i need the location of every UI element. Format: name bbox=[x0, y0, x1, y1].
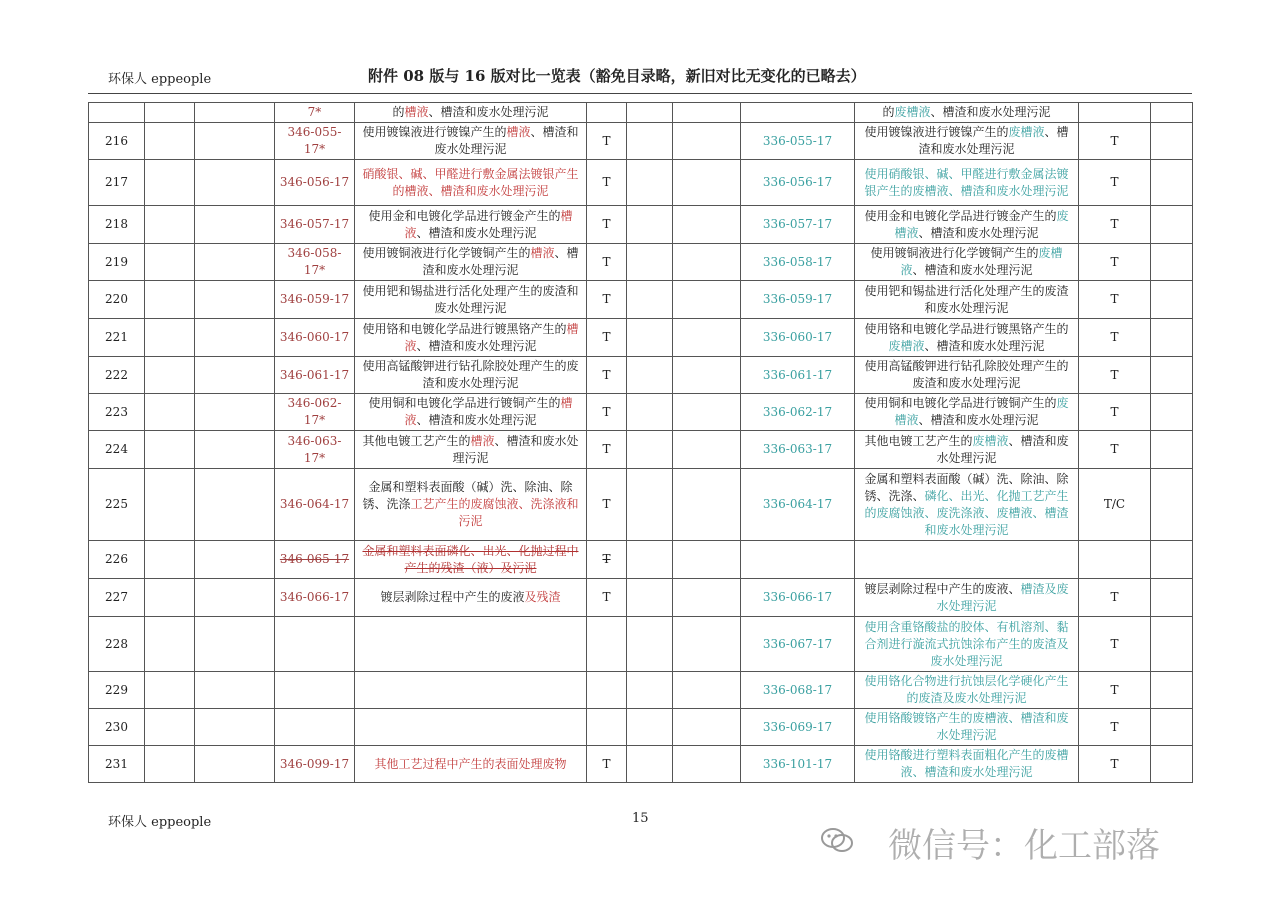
type-2016: T bbox=[1079, 160, 1151, 206]
type-2016: T bbox=[1079, 709, 1151, 746]
type-2008: T bbox=[587, 746, 627, 783]
table-row bbox=[89, 672, 1193, 709]
description-2016-segment: 、槽渣和废水处理污泥 bbox=[924, 338, 1045, 353]
table-row bbox=[89, 319, 1193, 357]
type-2008 bbox=[587, 617, 627, 672]
blank-cell bbox=[673, 746, 741, 783]
row-number: 231 bbox=[89, 746, 145, 783]
description-2016-segment: 废槽液 bbox=[900, 246, 1063, 277]
blank-cell bbox=[1151, 160, 1193, 206]
type-2016: T bbox=[1079, 357, 1151, 394]
description-2008 bbox=[355, 672, 587, 709]
description-2016-segment: 槽渣及废水处理污泥 bbox=[936, 581, 1069, 613]
description-2016 bbox=[855, 319, 1079, 357]
description-2016 bbox=[855, 431, 1079, 469]
code-2008 bbox=[275, 617, 355, 672]
description-2016-segment: 废槽液 bbox=[972, 433, 1009, 448]
description-2016 bbox=[855, 244, 1079, 281]
table-row bbox=[89, 394, 1193, 431]
blank-cell bbox=[627, 319, 673, 357]
blank-cell bbox=[673, 244, 741, 281]
description-2008-segment: 硝酸银、碱、甲醛进行敷金属法镀银产生的槽液、槽渣和废水处理污泥 bbox=[362, 166, 579, 198]
description-2016-segment: 废槽液 bbox=[1008, 125, 1045, 139]
code-2016: 336-056-17 bbox=[741, 160, 855, 206]
code-2008: 346-099-17 bbox=[275, 746, 355, 783]
blank-cell bbox=[145, 672, 195, 709]
description-2008-segment: 槽液 bbox=[530, 246, 555, 260]
blank-cell bbox=[145, 357, 195, 394]
row-number: 222 bbox=[89, 357, 145, 394]
code-2008: 346-057-17 bbox=[275, 206, 355, 244]
blank-cell bbox=[627, 746, 673, 783]
code-2016: 336-066-17 bbox=[741, 579, 855, 617]
description-2008-segment: 的 bbox=[392, 105, 405, 119]
code-2016: 336-067-17 bbox=[741, 617, 855, 672]
blank-cell bbox=[627, 281, 673, 319]
description-2016 bbox=[855, 160, 1079, 206]
code-2008: 346-059-17 bbox=[275, 281, 355, 319]
row-number: 221 bbox=[89, 319, 145, 357]
row-number: 224 bbox=[89, 431, 145, 469]
blank-cell bbox=[627, 672, 673, 709]
blank-cell bbox=[1151, 431, 1193, 469]
code-2016: 336-064-17 bbox=[741, 469, 855, 541]
blank-cell bbox=[673, 123, 741, 160]
blank-cell bbox=[1151, 357, 1193, 394]
description-2016 bbox=[855, 469, 1079, 541]
code-2008 bbox=[275, 672, 355, 709]
blank-cell bbox=[673, 160, 741, 206]
type-2008: T bbox=[587, 281, 627, 319]
type-2016: T bbox=[1079, 617, 1151, 672]
code-2016: 336-057-17 bbox=[741, 206, 855, 244]
code-2016: 336-059-17 bbox=[741, 281, 855, 319]
blank-cell bbox=[673, 617, 741, 672]
blank-cell bbox=[627, 103, 673, 123]
code-2008: 346-062-17* bbox=[275, 394, 355, 431]
code-2008: 346-056-17 bbox=[275, 160, 355, 206]
code-2016: 336-068-17 bbox=[741, 672, 855, 709]
description-2016-segment: 其他电镀工艺产生的 bbox=[864, 433, 973, 448]
page-title: 附件 08 版与 16 版对比一览表（豁免目录略，新旧对比无变化的已略去） bbox=[368, 67, 866, 85]
blank-cell bbox=[145, 319, 195, 357]
description-2016-segment: 的 bbox=[882, 105, 895, 119]
blank-cell bbox=[673, 431, 741, 469]
description-2016 bbox=[855, 746, 1079, 783]
wechat-icon bbox=[820, 826, 854, 854]
blank-cell bbox=[627, 579, 673, 617]
type-2016: T bbox=[1079, 431, 1151, 469]
type-2016: T/C bbox=[1079, 469, 1151, 541]
blank-cell bbox=[673, 709, 741, 746]
description-2016-segment: 使用含重铬酸盐的胶体、有机溶剂、黏合剂进行漩流式抗蚀涂布产生的废渣及废水处理污泥 bbox=[864, 619, 1069, 668]
code-2016: 336-101-17 bbox=[741, 746, 855, 783]
type-2008 bbox=[587, 709, 627, 746]
description-2016-segment: 使用铬和电镀化学品进行镀黑铬产生的 bbox=[864, 321, 1069, 336]
blank-cell bbox=[1151, 281, 1193, 319]
table-row bbox=[89, 746, 1193, 783]
description-2016-segment: 废槽液 bbox=[894, 105, 931, 119]
code-2016: 336-055-17 bbox=[741, 123, 855, 160]
code-2008: 346-058-17* bbox=[275, 244, 355, 281]
description-2016-segment: 使用铬酸进行塑料表面粗化产生的废槽液、槽渣和废水处理污泥 bbox=[864, 748, 1069, 779]
blank-cell bbox=[145, 103, 195, 123]
blank-cell bbox=[195, 394, 275, 431]
row-number: 229 bbox=[89, 672, 145, 709]
table-row bbox=[89, 469, 1193, 541]
table-row bbox=[89, 281, 1193, 319]
blank-cell bbox=[145, 394, 195, 431]
blank-cell bbox=[195, 672, 275, 709]
type-2008: T bbox=[587, 206, 627, 244]
description-2008 bbox=[355, 709, 587, 746]
type-2016: T bbox=[1079, 319, 1151, 357]
description-2016-segment: 使用镀铜液进行化学镀铜产生的 bbox=[870, 246, 1039, 260]
description-2016-segment: 、槽渣和废水处理污泥 bbox=[912, 263, 1033, 277]
blank-cell bbox=[673, 469, 741, 541]
blank-cell bbox=[1151, 709, 1193, 746]
description-2016-segment: 废槽液 bbox=[894, 208, 1069, 240]
description-2008-segment: 使用镀铜液进行化学镀铜产生的 bbox=[362, 246, 531, 260]
blank-cell bbox=[673, 281, 741, 319]
row-number: 227 bbox=[89, 579, 145, 617]
description-2016-segment: 使用铬化合物进行抗蚀层化学硬化产生的废渣及废水处理污泥 bbox=[864, 674, 1069, 705]
description-2016 bbox=[855, 709, 1079, 746]
type-2016: T bbox=[1079, 672, 1151, 709]
blank-cell bbox=[195, 579, 275, 617]
watermark-text: 微信号：化工部落 bbox=[888, 826, 1160, 866]
description-2016-segment: 、槽渣和废水处理污泥 bbox=[918, 125, 1069, 156]
description-2016 bbox=[855, 103, 1079, 123]
code-2016: 336-069-17 bbox=[741, 709, 855, 746]
blank-cell bbox=[145, 746, 195, 783]
table-row bbox=[89, 357, 1193, 394]
blank-cell bbox=[145, 709, 195, 746]
table-row bbox=[89, 103, 1193, 123]
blank-cell bbox=[1151, 319, 1193, 357]
description-2008 bbox=[355, 746, 587, 783]
description-2016-segment: 使用金和电镀化学品进行镀金产生的 bbox=[864, 208, 1057, 223]
table-row bbox=[89, 160, 1193, 206]
blank-cell bbox=[673, 672, 741, 709]
description-2008-segment: 使用高锰酸钾进行钻孔除胶处理产生的废渣和废水处理污泥 bbox=[362, 359, 579, 390]
blank-cell bbox=[627, 206, 673, 244]
type-2008: T bbox=[587, 431, 627, 469]
blank-cell bbox=[1151, 394, 1193, 431]
description-2008-segment: 工艺产生的废腐蚀液、洗涤液和污泥 bbox=[410, 497, 579, 528]
table-row bbox=[89, 244, 1193, 281]
description-2016-segment: 、槽渣和废水处理污泥 bbox=[930, 105, 1051, 119]
description-2016-segment: 使用铬酸镀铬产生的废槽液、槽渣和废水处理污泥 bbox=[864, 711, 1069, 742]
blank-cell bbox=[1151, 244, 1193, 281]
type-2008: T bbox=[587, 319, 627, 357]
blank-cell bbox=[145, 579, 195, 617]
blank-cell bbox=[195, 746, 275, 783]
description-2008 bbox=[355, 579, 587, 617]
row-number: 226 bbox=[89, 541, 145, 579]
header-divider bbox=[88, 93, 1192, 94]
code-2016: 336-058-17 bbox=[741, 244, 855, 281]
blank-cell bbox=[627, 244, 673, 281]
blank-cell bbox=[673, 394, 741, 431]
description-2008-segment: 、槽渣和废水处理污泥 bbox=[428, 105, 549, 119]
description-2008-segment: 使用金和电镀化学品进行镀金产生的 bbox=[368, 208, 561, 223]
blank-cell bbox=[195, 206, 275, 244]
type-2016: T bbox=[1079, 281, 1151, 319]
type-2008: T bbox=[587, 469, 627, 541]
blank-cell bbox=[195, 160, 275, 206]
table-row bbox=[89, 579, 1193, 617]
blank-cell bbox=[1151, 617, 1193, 672]
description-2016 bbox=[855, 123, 1079, 160]
type-2008 bbox=[587, 672, 627, 709]
blank-cell bbox=[145, 244, 195, 281]
description-2016-segment: 使用钯和锡盐进行活化处理产生的废渣和废水处理污泥 bbox=[864, 283, 1069, 315]
blank-cell bbox=[195, 541, 275, 579]
description-2008-segment: 、槽渣和废水处理污泥 bbox=[452, 433, 579, 465]
page-number: 15 bbox=[632, 811, 649, 826]
blank-cell bbox=[673, 319, 741, 357]
table-row bbox=[89, 123, 1193, 160]
code-2016 bbox=[741, 103, 855, 123]
description-2016 bbox=[855, 206, 1079, 244]
description-2008-segment: 使用镀镍液进行镀镍产生的 bbox=[362, 125, 507, 139]
blank-cell bbox=[627, 394, 673, 431]
blank-cell bbox=[145, 206, 195, 244]
blank-cell bbox=[1151, 672, 1193, 709]
description-2016-segment: 废槽液 bbox=[888, 338, 925, 353]
row-number: 216 bbox=[89, 123, 145, 160]
blank-cell bbox=[627, 617, 673, 672]
description-2016-segment: 废槽液 bbox=[894, 396, 1069, 427]
row-number: 230 bbox=[89, 709, 145, 746]
code-2008: 346-066-17 bbox=[275, 579, 355, 617]
blank-cell bbox=[1151, 541, 1193, 579]
description-2008-segment: 使用铜和电镀化学品进行镀铜产生的 bbox=[368, 396, 561, 410]
type-2016: T bbox=[1079, 746, 1151, 783]
description-2016 bbox=[855, 579, 1079, 617]
code-2008: 346-064-17 bbox=[275, 469, 355, 541]
blank-cell bbox=[673, 579, 741, 617]
blank-cell bbox=[627, 709, 673, 746]
header-source: 环保人 eppeople bbox=[108, 72, 212, 87]
table-row bbox=[89, 431, 1193, 469]
blank-cell bbox=[195, 281, 275, 319]
description-2008-segment: 其他电镀工艺产生的 bbox=[362, 433, 471, 448]
blank-cell bbox=[145, 431, 195, 469]
code-2016: 336-061-17 bbox=[741, 357, 855, 394]
code-2008: 346-065-17 bbox=[275, 541, 355, 579]
code-2008: 346-060-17 bbox=[275, 319, 355, 357]
description-2008-segment: 其他工艺过程中产生的表面处理废物 bbox=[374, 756, 567, 771]
description-2008 bbox=[355, 160, 587, 206]
row-number: 219 bbox=[89, 244, 145, 281]
description-2016 bbox=[855, 541, 1079, 579]
description-2008-segment: 使用钯和锡盐进行活化处理产生的废渣和废水处理污泥 bbox=[362, 283, 579, 315]
description-2016-segment: 、槽渣和废水处理污泥 bbox=[918, 225, 1039, 240]
blank-cell bbox=[673, 206, 741, 244]
description-2016 bbox=[855, 394, 1079, 431]
blank-cell bbox=[1151, 469, 1193, 541]
blank-cell bbox=[627, 357, 673, 394]
code-2008: 7* bbox=[275, 103, 355, 123]
code-2008: 346-063-17* bbox=[275, 431, 355, 469]
blank-cell bbox=[195, 357, 275, 394]
row-number: 228 bbox=[89, 617, 145, 672]
blank-cell bbox=[627, 431, 673, 469]
row-number: 218 bbox=[89, 206, 145, 244]
blank-cell bbox=[1151, 123, 1193, 160]
description-2008-segment: 槽液 bbox=[470, 433, 495, 448]
type-2016 bbox=[1079, 541, 1151, 579]
description-2016-segment: 使用镀镍液进行镀镍产生的 bbox=[864, 125, 1009, 139]
description-2008 bbox=[355, 394, 587, 431]
blank-cell bbox=[145, 469, 195, 541]
blank-cell bbox=[145, 617, 195, 672]
description-2016-segment: 镀层剥除过程中产生的废液、 bbox=[864, 581, 1021, 596]
type-2008: T bbox=[587, 244, 627, 281]
type-2008: T bbox=[587, 160, 627, 206]
code-2008: 346-061-17 bbox=[275, 357, 355, 394]
description-2016-segment: 磷化、出光、化抛工艺产生的废腐蚀液、废洗涤液、废槽液、槽渣和废水处理污泥 bbox=[864, 488, 1069, 537]
blank-cell bbox=[1151, 579, 1193, 617]
description-2008-segment: 、槽渣和废水处理污泥 bbox=[422, 246, 579, 277]
description-2016-segment: 金属和塑料表面酸（碱）洗、除油、除锈、洗涤、 bbox=[864, 471, 1069, 503]
type-2008: T bbox=[587, 579, 627, 617]
description-2016-segment: 、槽渣和废水处理污泥 bbox=[936, 433, 1069, 465]
table-row bbox=[89, 709, 1193, 746]
comparison-table bbox=[88, 102, 1193, 783]
type-2008 bbox=[587, 103, 627, 123]
blank-cell bbox=[673, 541, 741, 579]
code-2016: 336-060-17 bbox=[741, 319, 855, 357]
description-2008 bbox=[355, 541, 587, 579]
blank-cell bbox=[1151, 206, 1193, 244]
description-2008 bbox=[355, 103, 587, 123]
description-2016-segment: 使用硝酸银、碱、甲醛进行敷金属法镀银产生的废槽液、槽渣和废水处理污泥 bbox=[864, 166, 1069, 198]
description-2008 bbox=[355, 617, 587, 672]
description-2016 bbox=[855, 617, 1079, 672]
description-2008 bbox=[355, 319, 587, 357]
blank-cell bbox=[627, 541, 673, 579]
blank-cell bbox=[673, 103, 741, 123]
blank-cell bbox=[627, 160, 673, 206]
description-2016 bbox=[855, 357, 1079, 394]
row-number: 217 bbox=[89, 160, 145, 206]
description-2008-segment: 、槽渣和废水处理污泥 bbox=[416, 338, 537, 353]
table-row bbox=[89, 541, 1193, 579]
blank-cell bbox=[195, 103, 275, 123]
footer-source: 环保人 eppeople bbox=[108, 815, 212, 830]
code-2016: 336-063-17 bbox=[741, 431, 855, 469]
type-2008: T bbox=[587, 357, 627, 394]
description-2008-segment: 槽液 bbox=[404, 321, 579, 353]
blank-cell bbox=[627, 123, 673, 160]
blank-cell bbox=[195, 123, 275, 160]
code-2008: 346-055-17* bbox=[275, 123, 355, 160]
description-2008 bbox=[355, 281, 587, 319]
type-2016: T bbox=[1079, 579, 1151, 617]
description-2016 bbox=[855, 281, 1079, 319]
table-row bbox=[89, 617, 1193, 672]
description-2008-segment: 、槽渣和废水处理污泥 bbox=[416, 413, 537, 427]
code-2016 bbox=[741, 541, 855, 579]
blank-cell bbox=[627, 469, 673, 541]
blank-cell bbox=[195, 319, 275, 357]
description-2008 bbox=[355, 206, 587, 244]
blank-cell bbox=[195, 244, 275, 281]
code-2016: 336-062-17 bbox=[741, 394, 855, 431]
type-2016: T bbox=[1079, 123, 1151, 160]
description-2008-segment: 、槽渣和废水处理污泥 bbox=[416, 225, 537, 240]
blank-cell bbox=[195, 431, 275, 469]
description-2008-segment: 、槽渣和废水处理污泥 bbox=[434, 125, 579, 156]
description-2016-segment: 使用铜和电镀化学品进行镀铜产生的 bbox=[864, 396, 1057, 410]
blank-cell bbox=[1151, 103, 1193, 123]
row-number: 223 bbox=[89, 394, 145, 431]
description-2016-segment: 、槽渣和废水处理污泥 bbox=[918, 413, 1039, 427]
description-2008-segment: 使用铬和电镀化学品进行镀黑铬产生的 bbox=[362, 321, 567, 336]
description-2008-segment: 槽液 bbox=[404, 396, 573, 427]
description-2008-segment: 槽液 bbox=[404, 105, 429, 119]
blank-cell bbox=[145, 160, 195, 206]
blank-cell bbox=[195, 617, 275, 672]
description-2008 bbox=[355, 357, 587, 394]
blank-cell bbox=[1151, 746, 1193, 783]
description-2008-segment: 槽液 bbox=[506, 125, 531, 139]
description-2008 bbox=[355, 123, 587, 160]
description-2008-segment: 金属和塑料表面酸（碱）洗、除油、除锈、洗涤 bbox=[362, 480, 573, 511]
blank-cell bbox=[673, 357, 741, 394]
blank-cell bbox=[145, 281, 195, 319]
row-number: 220 bbox=[89, 281, 145, 319]
description-2016 bbox=[855, 672, 1079, 709]
description-2008 bbox=[355, 469, 587, 541]
blank-cell bbox=[145, 541, 195, 579]
type-2008: T bbox=[587, 394, 627, 431]
type-2016: T bbox=[1079, 244, 1151, 281]
blank-cell bbox=[195, 469, 275, 541]
description-2008 bbox=[355, 431, 587, 469]
description-2008-segment: 镀层剥除过程中产生的废液 bbox=[380, 590, 525, 604]
row-number: 225 bbox=[89, 469, 145, 541]
description-2008-segment: 金属和塑料表面磷化、出光、化抛过程中产生的残渣（液）及污泥 bbox=[362, 543, 579, 575]
blank-cell bbox=[195, 709, 275, 746]
code-2008 bbox=[275, 709, 355, 746]
type-2016 bbox=[1079, 103, 1151, 123]
type-2016: T bbox=[1079, 206, 1151, 244]
description-2008-segment: 及残渣 bbox=[524, 590, 561, 604]
blank-cell bbox=[145, 123, 195, 160]
row-number bbox=[89, 103, 145, 123]
type-2016: T bbox=[1079, 394, 1151, 431]
description-2008 bbox=[355, 244, 587, 281]
description-2016-segment: 使用高锰酸钾进行钻孔除胶处理产生的废渣和废水处理污泥 bbox=[864, 359, 1069, 390]
type-2008: T bbox=[587, 541, 627, 579]
type-2008: T bbox=[587, 123, 627, 160]
description-2008-segment: 槽液 bbox=[404, 208, 573, 240]
table-row bbox=[89, 206, 1193, 244]
